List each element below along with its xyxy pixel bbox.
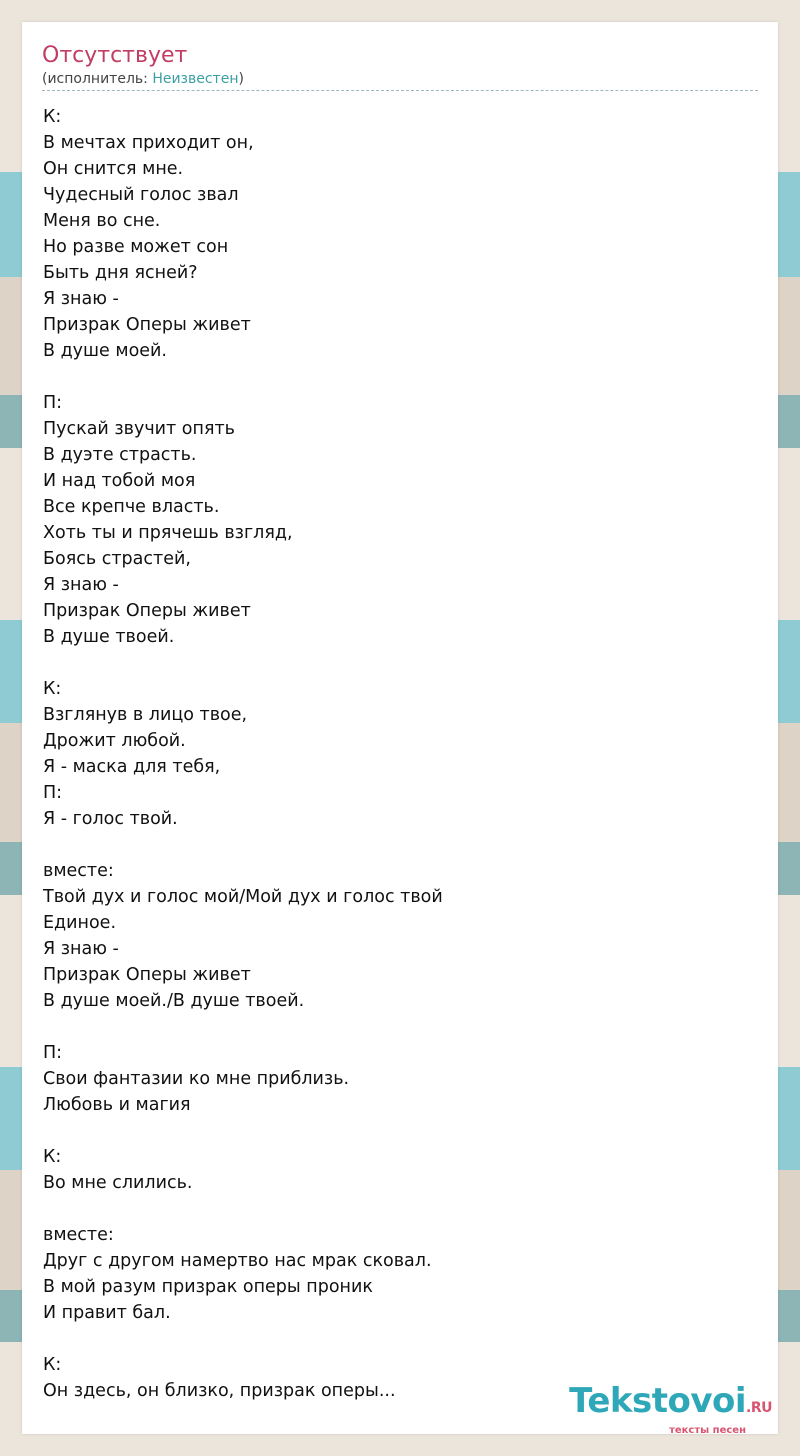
stanza-gap bbox=[43, 1118, 743, 1144]
lyric-line: Единое. bbox=[43, 913, 117, 933]
lyric-line: Я знаю - bbox=[43, 939, 119, 959]
lyric-line: Любовь и магия bbox=[43, 1095, 191, 1115]
lyric-line: Друг с другом намертво нас мрак сковал. bbox=[43, 1251, 432, 1271]
performer-line bbox=[42, 70, 758, 88]
lyric-line: Я - голос твой. bbox=[43, 809, 178, 829]
lyric-line: Я - маска для тебя, bbox=[43, 757, 221, 777]
lyric-line: В мой разум призрак оперы проник bbox=[43, 1277, 373, 1297]
song-title: Отсутствует bbox=[42, 43, 188, 68]
lyric-line: И правит бал. bbox=[43, 1303, 171, 1323]
lyrics-text bbox=[43, 104, 743, 1404]
lyric-line: вместе: bbox=[43, 1225, 114, 1245]
lyric-line: В дуэте страсть. bbox=[43, 445, 197, 465]
stanza-gap bbox=[43, 364, 743, 390]
stanza-gap bbox=[43, 1326, 743, 1352]
lyric-line: К: bbox=[43, 1355, 62, 1375]
lyric-line: Я знаю - bbox=[43, 575, 119, 595]
lyric-line: Пускай звучит опять bbox=[43, 419, 235, 439]
stanza-gap bbox=[43, 650, 743, 676]
lyric-line: В душе твоей. bbox=[43, 627, 175, 647]
lyric-line: Он здесь, он близко, призрак оперы... bbox=[43, 1381, 396, 1401]
stanza-gap bbox=[43, 832, 743, 858]
stanza-gap bbox=[43, 1014, 743, 1040]
lyric-line: Твой дух и голос мой/Мой дух и голос твой bbox=[43, 887, 443, 907]
lyric-line: К: bbox=[43, 679, 62, 699]
lyric-line: Чудесный голос звал bbox=[43, 185, 239, 205]
lyric-line: В душе моей. bbox=[43, 341, 167, 361]
logo-tagline: тексты песен bbox=[669, 1425, 746, 1436]
stanza-gap bbox=[43, 1196, 743, 1222]
lyric-line: Призрак Оперы живет bbox=[43, 601, 251, 621]
performer-link[interactable]: Неизвестен bbox=[152, 71, 239, 87]
performer-suffix: ) bbox=[238, 71, 244, 87]
site-logo[interactable] bbox=[569, 1383, 772, 1436]
lyric-line: К: bbox=[43, 1147, 62, 1167]
lyric-line: Быть дня ясней? bbox=[43, 263, 198, 283]
performer-prefix: (исполнитель: bbox=[42, 71, 153, 87]
lyric-line: П: bbox=[43, 783, 63, 803]
lyric-line: В мечтах приходит он, bbox=[43, 133, 254, 153]
lyric-line: Дрожит любой. bbox=[43, 731, 186, 751]
lyric-line: Свои фантазии ко мне приблизь. bbox=[43, 1069, 350, 1089]
lyric-line: Взглянув в лицо твое, bbox=[43, 705, 248, 725]
logo-domain: .RU bbox=[746, 1400, 772, 1416]
lyric-line: Все крепче власть. bbox=[43, 497, 220, 517]
lyric-line: Я знаю - bbox=[43, 289, 119, 309]
lyric-line: Меня во сне. bbox=[43, 211, 161, 231]
logo-name: Tekstovoi bbox=[569, 1381, 747, 1421]
lyric-line: Он снится мне. bbox=[43, 159, 184, 179]
lyric-line: П: bbox=[43, 1043, 63, 1063]
lyric-line: Во мне слились. bbox=[43, 1173, 193, 1193]
lyric-line: Боясь страстей, bbox=[43, 549, 191, 569]
lyric-line: И над тобой моя bbox=[43, 471, 196, 491]
lyric-line: К: bbox=[43, 107, 62, 127]
lyric-line: П: bbox=[43, 393, 63, 413]
lyric-line: Призрак Оперы живет bbox=[43, 965, 251, 985]
lyric-line: Призрак Оперы живет bbox=[43, 315, 251, 335]
lyric-line: вместе: bbox=[43, 861, 114, 881]
lyric-line: Но разве может сон bbox=[43, 237, 229, 257]
lyric-line: В душе моей./В душе твоей. bbox=[43, 991, 305, 1011]
lyrics-card bbox=[22, 22, 778, 1434]
song-header bbox=[42, 42, 758, 91]
lyric-line: Хоть ты и прячешь взгляд, bbox=[43, 523, 293, 543]
